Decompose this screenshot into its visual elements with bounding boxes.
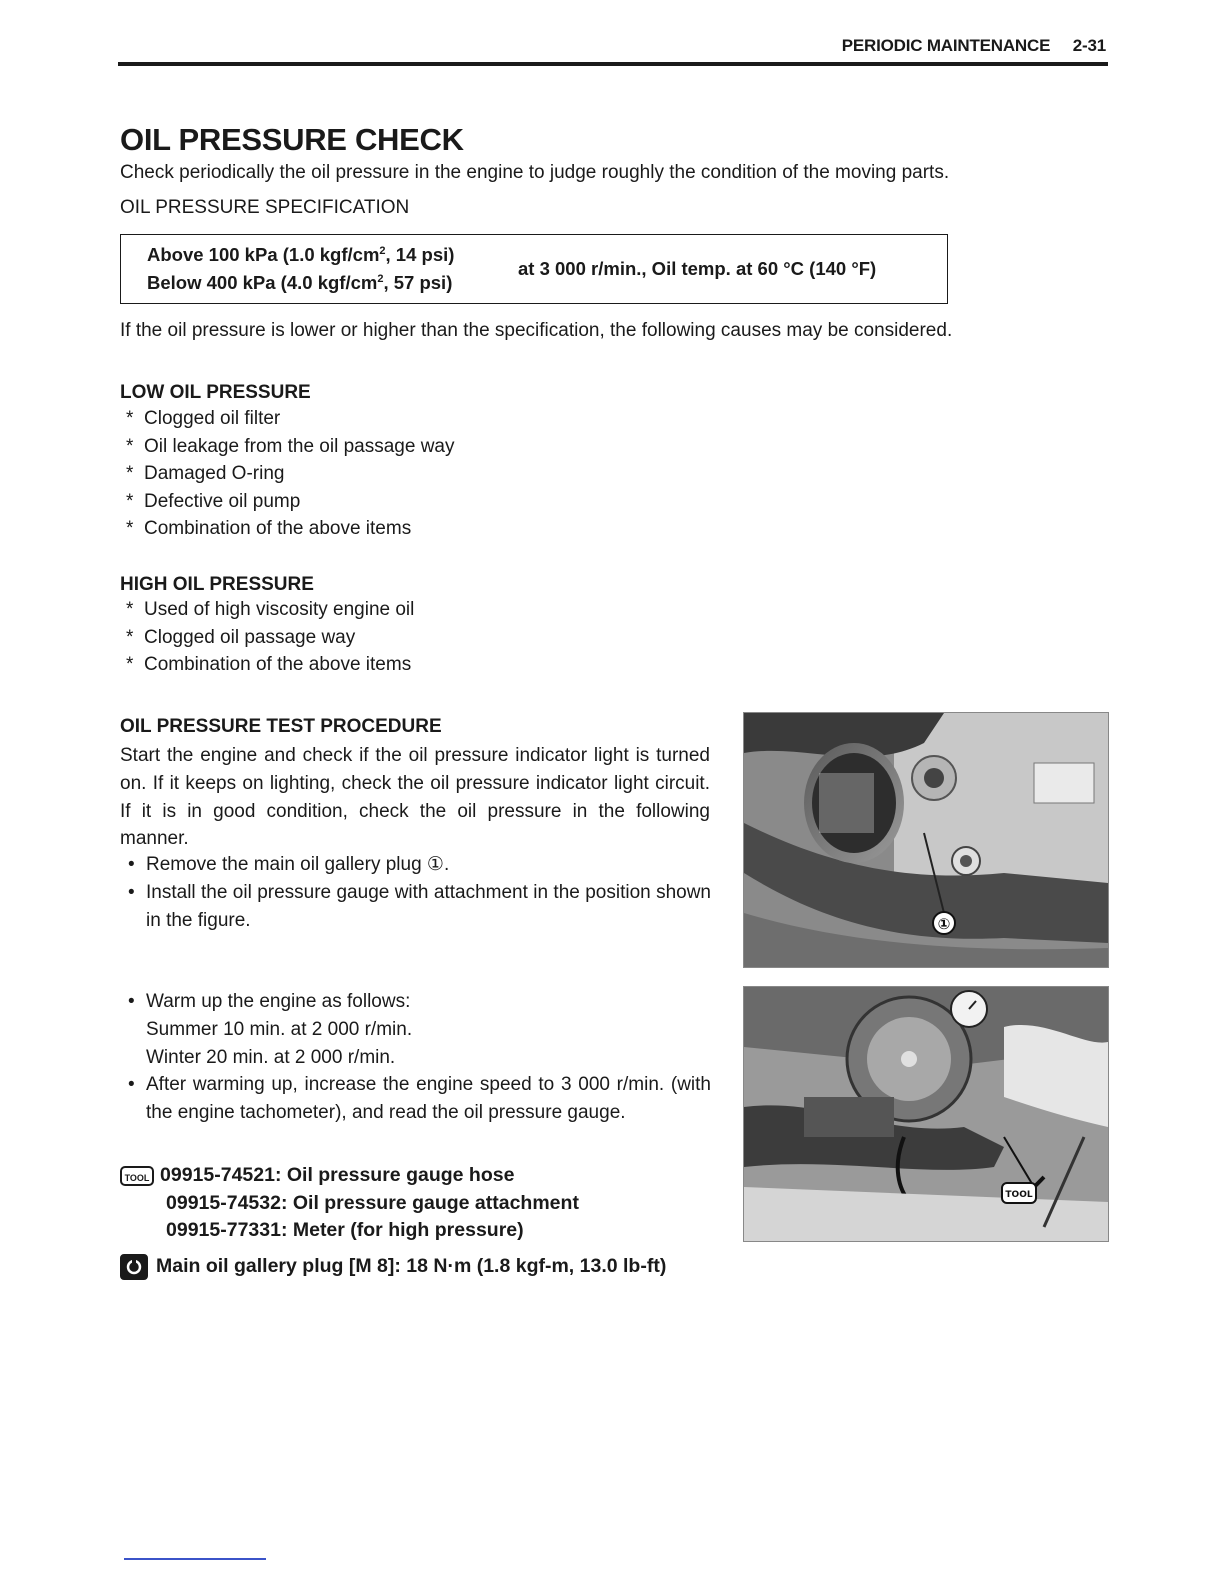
- intro-text: Check periodically the oil pressure in the engine to judge roughly the condition of the moving parts.: [120, 162, 950, 183]
- section-name: PERIODIC MAINTENANCE: [841, 36, 1051, 55]
- warm-up-summer: Summer 10 min. at 2 000 r/min.: [146, 1018, 413, 1040]
- torque-spec: Main oil gallery plug [M 8]: 18 N·m (1.8 kgf-m, 13.0 lb-ft): [120, 1254, 666, 1280]
- tool-item: TOOL 09915-74521: Oil pressure gauge hose: [120, 1162, 579, 1190]
- page-number: 2-31: [1072, 36, 1106, 55]
- tool-icon: TOOL: [120, 1166, 154, 1186]
- procedure-steps-1: [126, 851, 711, 934]
- list-item: * Combination of the above items: [126, 518, 412, 540]
- spec-label: OIL PRESSURE SPECIFICATION: [120, 197, 410, 218]
- running-header: [842, 36, 1106, 56]
- callout-1: ①: [937, 915, 951, 933]
- warm-up-winter: Winter 20 min. at 2 000 r/min.: [146, 1046, 396, 1068]
- footer-rule: [124, 1558, 266, 1560]
- high-pressure-list: [126, 596, 414, 679]
- list-item: * Clogged oil passage way: [126, 626, 356, 648]
- low-pressure-list: [126, 405, 455, 543]
- engine-plug-photo: [743, 712, 1109, 968]
- spec-above: Above 100 kPa (1.0 kgf/$cm^2$, 14 psi): [147, 244, 455, 265]
- list-item: * Defective oil pump: [126, 490, 301, 512]
- step-remove-plug: • Remove the main oil gallery plug ①.: [128, 854, 450, 875]
- list-item: * Damaged O-ring: [126, 463, 285, 485]
- step-warm-up: • Warm up the engine as follows: Summer 10 min. at 2 000 r/min. Winter 20 min. at 2 000 r/min.: [128, 991, 413, 1068]
- procedure-heading: OIL PRESSURE TEST PROCEDURE: [120, 716, 442, 737]
- list-item: * Oil leakage from the oil passage way: [126, 435, 455, 457]
- page-title: OIL PRESSURE CHECK: [120, 122, 464, 157]
- callout-tool: TOOL: [1005, 1190, 1033, 1200]
- procedure-text: Start the engine and check if the oil pressure indicator light is turned on. If it keeps on lighting, check the oil pressure indicator light circuit. If it is in good condition, check the oil pressure in the following manner.: [120, 745, 710, 850]
- torque-wrench-icon: [120, 1254, 148, 1280]
- list-item: * Clogged oil filter: [126, 408, 281, 429]
- spec-box: [120, 234, 948, 304]
- spec-condition: at 3 000 r/min., Oil temp. at 60 °C (140 °F): [518, 258, 877, 279]
- header-rule: [118, 62, 1108, 66]
- low-pressure-heading: LOW OIL PRESSURE: [120, 382, 311, 403]
- procedure-steps-2: [126, 988, 711, 1127]
- causes-intro: If the oil pressure is lower or higher than the specification, the following causes may be considered.: [120, 320, 953, 341]
- step-install-gauge: • Install the oil pressure gauge with attachment in the position shown in the figure.: [128, 881, 711, 931]
- tool-item: 09915-74532: Oil pressure gauge attachment: [166, 1191, 579, 1214]
- special-tools: [120, 1162, 579, 1245]
- spec-below: Below 400 kPa (4.0 kgf/$cm^2$, 57 psi): [147, 272, 453, 293]
- gauge-installed-photo: [743, 986, 1109, 1242]
- tool-item: 09915-77331: Meter (for high pressure): [166, 1219, 524, 1241]
- list-item: * Used of high viscosity engine oil: [126, 599, 415, 620]
- high-pressure-heading: HIGH OIL PRESSURE: [120, 574, 314, 595]
- list-item: * Combination of the above items: [126, 654, 412, 676]
- step-read-gauge: • After warming up, increase the engine speed to 3 000 r/min. (with the engine tachometer), and read the oil pressure gauge.: [128, 1074, 711, 1124]
